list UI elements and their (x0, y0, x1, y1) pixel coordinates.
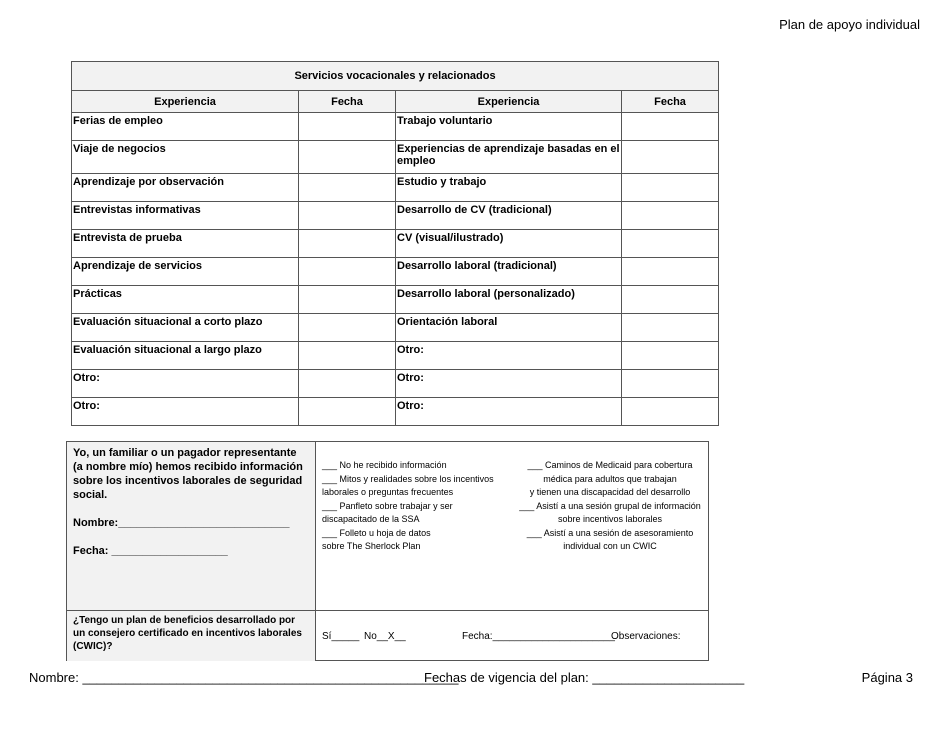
date-cell[interactable] (622, 230, 719, 258)
no-option[interactable]: No__X__ (364, 631, 406, 642)
checklist-item-ssa-pamphlet[interactable]: ___ Panfleto sobre trabajar y ser (322, 500, 453, 511)
footer-name-field[interactable]: Nombre: ____________________________________________________ (29, 670, 459, 685)
date-cell[interactable] (622, 174, 719, 202)
experience-cell: Evaluación situacional a corto plazo (72, 314, 299, 342)
incentives-acknowledgement-box (66, 441, 709, 661)
date-cell[interactable] (299, 370, 396, 398)
date-cell[interactable] (622, 398, 719, 426)
table-row (72, 202, 719, 230)
experience-cell: Aprendizaje de servicios (72, 258, 299, 286)
acknowledgement-statement: Yo, un familiar o un pagador representante (a nombre mío) hemos recibido información sobre los incentivos laborales de seguridad social. (73, 447, 303, 501)
checklist-item-text: sobre The Sherlock Plan (322, 541, 421, 551)
checklist-item-text: discapacitado de la SSA (322, 514, 420, 524)
cwic-date-field[interactable]: Fecha:______________________ (462, 631, 615, 642)
checklist-item-text: sobre incentivos laborales (557, 514, 663, 524)
footer-plan-dates-field[interactable]: Fechas de vigencia del plan: _____________________ (424, 670, 745, 685)
checklist-item-text: laborales o preguntas frecuentes (322, 487, 454, 497)
date-cell[interactable] (299, 230, 396, 258)
date-cell[interactable] (622, 113, 719, 141)
services-table-title: Servicios vocacionales y relacionados (72, 62, 719, 91)
experience-cell: Desarrollo laboral (personalizado) (396, 286, 622, 314)
checklist-column-left (322, 459, 502, 554)
page-number: Página 3 (861, 670, 913, 685)
experience-cell: Ferias de empleo (72, 113, 299, 141)
experience-cell: Otro: (72, 398, 299, 426)
checklist-item-group-session[interactable]: ___ Asistí a una sesión grupal de información (519, 500, 701, 511)
experience-cell: Otro: (72, 370, 299, 398)
column-header-fecha: Fecha (622, 91, 719, 113)
checklist-item-individual-session[interactable]: ___ Asistí a una sesión de asesoramiento (526, 527, 694, 538)
experience-cell: Entrevistas informativas (72, 202, 299, 230)
table-row (72, 174, 719, 202)
date-cell[interactable] (299, 113, 396, 141)
checklist-item-medicaid[interactable]: ___ Caminos de Medicaid para cobertura (527, 460, 693, 470)
date-cell[interactable] (299, 314, 396, 342)
acknowledgement-statement-cell (67, 442, 316, 610)
experience-cell: Desarrollo de CV (tradicional) (396, 202, 622, 230)
table-row (72, 398, 719, 426)
checklist-item-text: y tienen una discapacidad del desarrollo (529, 487, 691, 497)
table-row (72, 230, 719, 258)
experience-cell: Viaje de negocios (72, 141, 299, 174)
table-row (72, 370, 719, 398)
experience-cell: Otro: (396, 342, 622, 370)
checklist-item-text: individual con un CWIC (563, 541, 657, 551)
table-row (72, 113, 719, 141)
date-cell[interactable] (622, 370, 719, 398)
checklist-column-right (512, 459, 708, 554)
experience-cell: Prácticas (72, 286, 299, 314)
date-cell[interactable] (622, 202, 719, 230)
cwic-answer-row (316, 610, 708, 661)
experience-cell: Orientación laboral (396, 314, 622, 342)
experience-cell: Otro: (396, 398, 622, 426)
information-checklist (316, 442, 708, 610)
date-cell[interactable] (622, 342, 719, 370)
date-cell[interactable] (299, 202, 396, 230)
date-field[interactable]: Fecha: ___________________ (73, 545, 228, 557)
checklist-item-sherlock-flyer[interactable]: ___ Folleto u hoja de datos (322, 527, 431, 538)
date-cell[interactable] (622, 258, 719, 286)
services-table (71, 61, 719, 426)
date-cell[interactable] (299, 141, 396, 174)
date-cell[interactable] (299, 174, 396, 202)
date-cell[interactable] (299, 398, 396, 426)
page-header-title: Plan de apoyo individual (779, 17, 920, 32)
experience-cell: CV (visual/ilustrado) (396, 230, 622, 258)
experience-cell: Otro: (396, 370, 622, 398)
table-row (72, 286, 719, 314)
experience-cell: Entrevista de prueba (72, 230, 299, 258)
experience-cell: Estudio y trabajo (396, 174, 622, 202)
date-cell[interactable] (622, 141, 719, 174)
table-row (72, 141, 719, 174)
checklist-item-no-info[interactable]: ___ No he recibido información (322, 460, 447, 470)
checklist-item-myths[interactable]: ___ Mitos y realidades sobre los incentivos (322, 473, 494, 484)
yes-option[interactable]: Sí_____ (322, 631, 360, 642)
experience-cell: Experiencias de aprendizaje basadas en el empleo (396, 141, 622, 174)
checklist-item-text: médica para adultos que trabajan (543, 473, 677, 484)
cwic-question: ¿Tengo un plan de beneficios desarrollado por un consejero certificado en incentivos laborales (CWIC)? (67, 610, 316, 661)
date-cell[interactable] (299, 258, 396, 286)
observations-field[interactable]: Observaciones: (611, 631, 681, 642)
table-row (72, 342, 719, 370)
experience-cell: Desarrollo laboral (tradicional) (396, 258, 622, 286)
name-field[interactable]: Nombre:____________________________ (73, 517, 290, 529)
experience-cell: Evaluación situacional a largo plazo (72, 342, 299, 370)
column-header-experiencia: Experiencia (72, 91, 299, 113)
table-row (72, 314, 719, 342)
date-cell[interactable] (622, 314, 719, 342)
experience-cell: Aprendizaje por observación (72, 174, 299, 202)
date-cell[interactable] (299, 286, 396, 314)
date-cell[interactable] (299, 342, 396, 370)
column-header-experiencia: Experiencia (396, 91, 622, 113)
experience-cell: Trabajo voluntario (396, 113, 622, 141)
column-header-fecha: Fecha (299, 91, 396, 113)
table-row (72, 258, 719, 286)
date-cell[interactable] (622, 286, 719, 314)
